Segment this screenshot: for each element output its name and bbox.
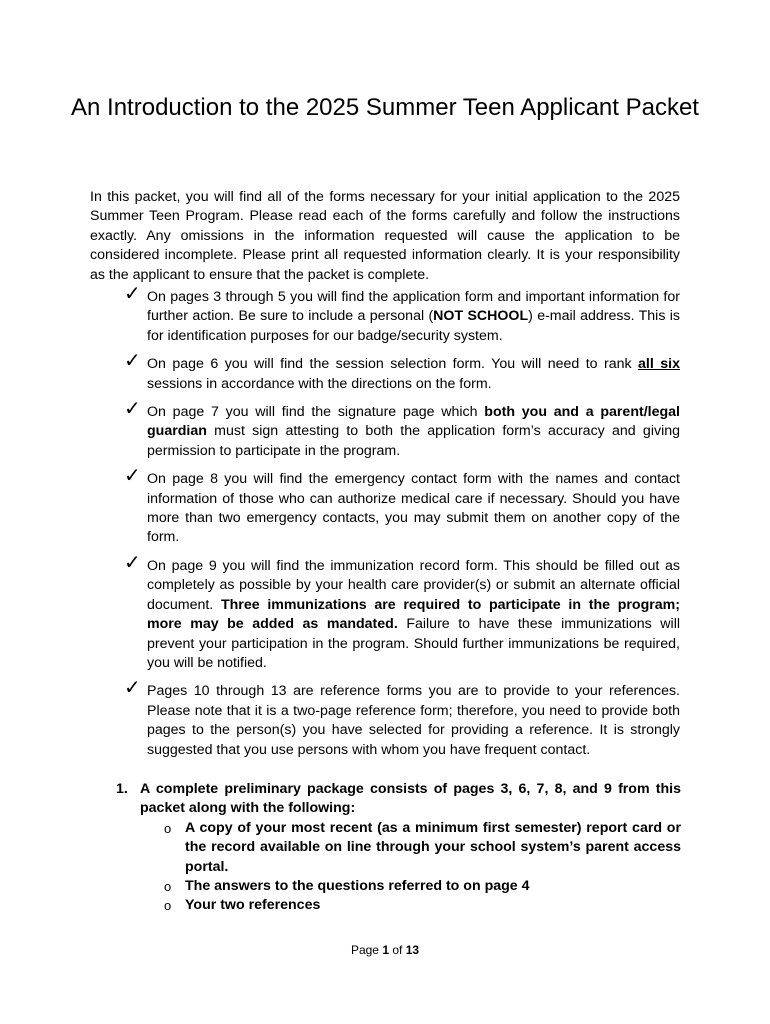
checklist-item-text: On page 8 you will find the emergency contact form with the names and contact information of those who can authorize medical care if necessary. Should you have more than two emergency contacts, you may submit them on another copy of the form. [147, 471, 680, 546]
current-page: 1 [382, 943, 389, 957]
checklist-item [90, 348, 680, 394]
checklist-item-text: On page 9 you will find the immunization record form. This should be filled out as completely as possible by your health care provider(s) or submit an alternate official document. Three immunizations are required to participate in the program; more may be added as mandated. Failure to have these immunizations will prevent your participation in the program. Should further immunizations be required, you will be notified. [147, 557, 680, 671]
emphasis-text: Three immunizations are required to participate in the program; more may be added as mandated. [147, 596, 680, 633]
emphasis-text: both you and a parent/legal guardian [147, 404, 680, 440]
check-mark-icon: ✓ [124, 549, 141, 574]
check-mark-icon: ✓ [124, 463, 141, 488]
emphasis-text: NOT SCHOOL [433, 308, 529, 325]
page-title: An Introduction to the 2025 Summer Teen Applicant Packet [71, 94, 699, 121]
checklist-item-text: On pages 3 through 5 you will find the application form and important information for further action. Be sure to include a personal (NOT SCHOOL) e-mail address. This is for identification purposes for our badge/security system. [147, 289, 680, 344]
numbered-item [116, 780, 681, 916]
check-mark-icon: ✓ [124, 675, 141, 700]
checklist-item [90, 281, 680, 346]
hollow-bullet-icon: o [164, 898, 172, 914]
checklist-item [90, 463, 680, 548]
checklist-item [90, 396, 680, 461]
checklist [90, 281, 680, 769]
numbered-item-text: A complete preliminary package consists of pages 3, 6, 7, 8, and 9 from this packet along with the following: [140, 781, 681, 817]
total-pages: 13 [405, 943, 420, 957]
checklist-item [90, 675, 680, 760]
sub-list [116, 819, 681, 916]
checklist-item-text: Pages 10 through 13 are reference forms you are to provide to your references. Please note that it is a two-page reference form; therefore, you need to provide both pages to the person(s) you have selected for providing a reference. It is strongly suggested that you use persons with whom you have frequent contact. [147, 683, 680, 758]
check-mark-icon: ✓ [124, 396, 141, 421]
page-number-footer: Page 1 of 13 [350, 943, 420, 957]
checklist-item-text: On page 6 you will find the session selection form. You will need to rank all six sessions in accordance with the directions on the form. [147, 356, 680, 392]
check-mark-icon: ✓ [124, 348, 141, 373]
hollow-bullet-icon: o [164, 879, 172, 895]
check-mark-icon: ✓ [124, 281, 141, 305]
hollow-bullet-icon: o [164, 820, 172, 836]
emphasis-text: all six [638, 356, 680, 373]
checklist-item-text: On page 7 you will find the signature page which both you and a parent/legal guardian must sign attesting to both the application form’s accuracy and giving permission to participate in the program. [147, 404, 680, 459]
intro-paragraph: In this packet, you will find all of the forms necessary for your initial application to the 2025 Summer Teen Program. Please read each of the forms carefully and follow the instructions exactly. Any omissions in the information requested will cause the application to be considered incomplete. Please print all requested information clearly. It is your responsibility as the applicant to ensure that the packet is complete. [90, 189, 680, 283]
sub-list-item: o The answers to the questions referred to on page 4 [116, 877, 681, 896]
checklist-item [90, 549, 680, 673]
sub-list-item: o Your two references [116, 896, 681, 915]
sub-list-item: o A copy of your most recent (as a minimum first semester) report card or the record available on line through your school system’s parent access portal. [164, 819, 681, 875]
list-number: 1. [116, 781, 128, 797]
